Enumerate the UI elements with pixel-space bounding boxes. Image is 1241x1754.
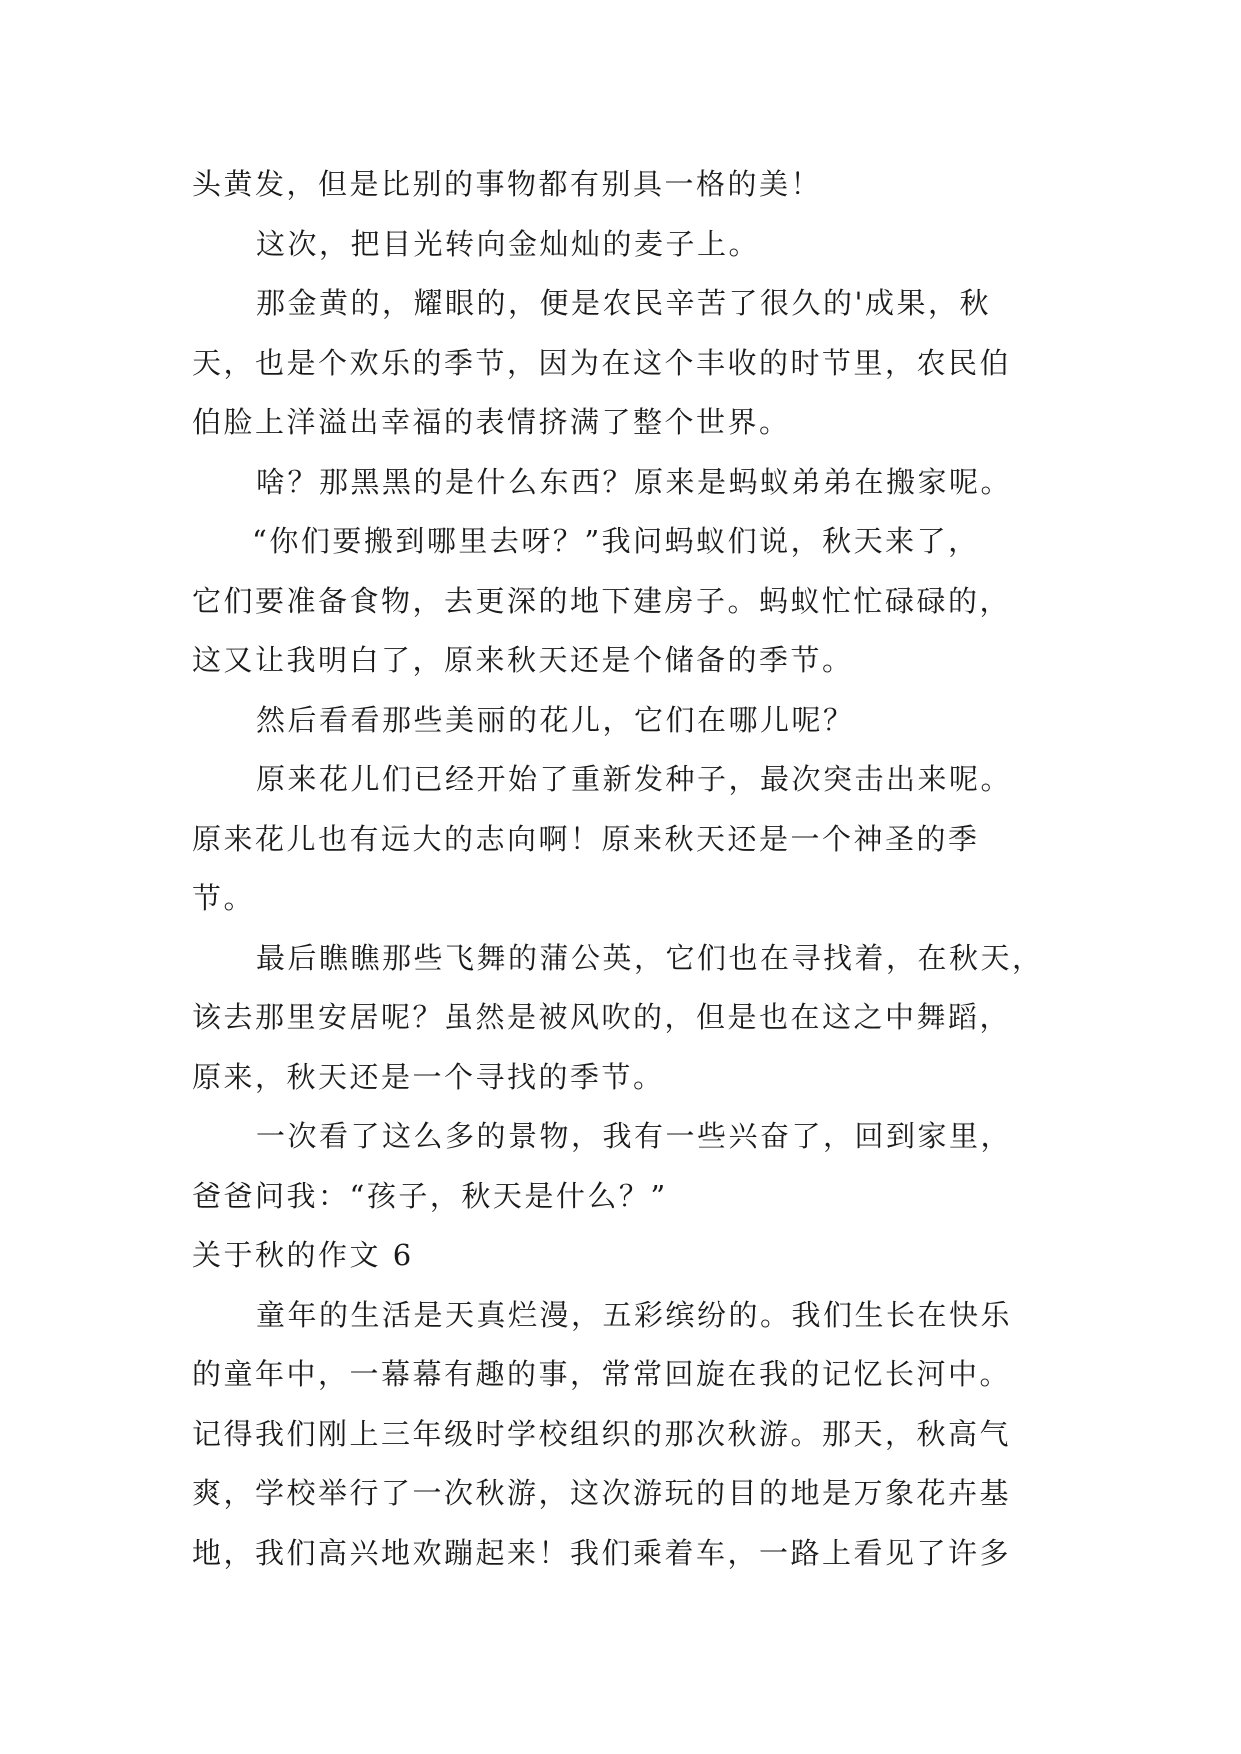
text-line: 伯脸上洋溢出幸福的表情挤满了整个世界。 <box>192 405 791 439</box>
text-line: 爸爸问我：“孩子，秋天是什么？” <box>192 1178 668 1213</box>
text-line: 这又让我明白了，原来秋天还是个储备的季节。 <box>192 643 854 677</box>
text-line: 记得我们刚上三年级时学校组织的那次秋游。那天，秋高气 <box>192 1416 1012 1451</box>
text-line: 的童年中，一幕幕有趣的事，常常回旋在我的记忆长河中。 <box>192 1357 1012 1391</box>
text-line: 原来花儿们已经开始了重新发种子，最次突击出来呢。 <box>256 762 1013 796</box>
text-line: 节。 <box>192 881 256 915</box>
text-line: 啥？那黑黑的是什么东西？原来是蚂蚁弟弟在搬家呢。 <box>256 464 1013 499</box>
text-line: 原来花儿也有远大的志向啊！原来秋天还是一个神圣的季 <box>192 821 980 856</box>
essay-text <box>192 155 1072 1583</box>
text-line: 最后瞧瞧那些飞舞的蒲公英，它们也在寻找着，在秋天， <box>256 940 1044 975</box>
text-line: 然后看看那些美丽的花儿，它们在哪儿呢？ <box>256 702 855 737</box>
text-line: 它们要准备食物，去更深的地下建房子。蚂蚁忙忙碌碌的， <box>192 583 1012 618</box>
text-line: 爽，学校举行了一次秋游，这次游玩的目的地是万象花卉基 <box>192 1476 1012 1510</box>
text-line: 地，我们高兴地欢蹦起来！我们乘着车，一路上看见了许多 <box>192 1535 1012 1570</box>
text-line: 童年的生活是天真烂漫，五彩缤纷的。我们生长在快乐 <box>256 1297 1013 1332</box>
text-line: 那金黄的，耀眼的，便是农民辛苦了很久的'成果，秋 <box>256 286 991 320</box>
text-line: 这次，把目光转向金灿灿的麦子上。 <box>256 226 761 261</box>
text-line: 原来，秋天还是一个寻找的季节。 <box>192 1059 665 1094</box>
text-line: 一次看了这么多的景物，我有一些兴奋了，回到家里， <box>256 1119 1013 1153</box>
text-line: “你们要搬到哪里去呀？”我问蚂蚁们说，秋天来了， <box>252 524 980 558</box>
section-heading: 关于秋的作文 6 <box>192 1238 414 1272</box>
text-line: 该去那里安居呢？虽然是被风吹的，但是也在这之中舞蹈， <box>192 1000 1012 1034</box>
text-line: 天，也是个欢乐的季节，因为在这个丰收的时节里，农民伯 <box>192 345 1012 380</box>
text-line: 头黄发，但是比别的事物都有别具一格的美！ <box>192 167 823 201</box>
